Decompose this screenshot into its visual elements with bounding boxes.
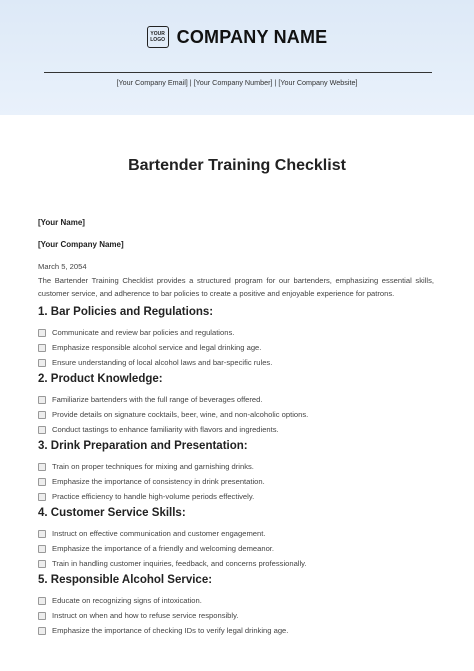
checklist-item-label: Familiarize bartenders with the full range of beverages offered. <box>52 395 263 404</box>
checkbox[interactable] <box>38 560 46 568</box>
checklist-item[interactable] <box>38 623 434 638</box>
section-heading: 3. Drink Preparation and Presentation: <box>38 440 248 452</box>
checkbox[interactable] <box>38 627 46 635</box>
checklist-section <box>38 573 434 638</box>
checkbox[interactable] <box>38 478 46 486</box>
document-header <box>0 0 474 115</box>
checklist-section <box>38 305 434 370</box>
checklist-item-label: Communicate and review bar policies and regulations. <box>52 328 235 337</box>
section-heading: 1. Bar Policies and Regulations: <box>38 306 214 318</box>
checklist-item[interactable] <box>38 355 434 370</box>
header-divider <box>44 72 432 73</box>
checklist-section <box>38 372 434 437</box>
checklist-item-label: Train on proper techniques for mixing and garnishing drinks. <box>52 462 254 471</box>
checklist-item-label: Emphasize responsible alcohol service and legal drinking age. <box>52 343 262 352</box>
checklist-item[interactable] <box>38 608 434 623</box>
checkbox[interactable] <box>38 493 46 501</box>
document-title: Bartender Training Checklist <box>128 157 346 174</box>
checklist-item[interactable] <box>38 541 434 556</box>
checkbox[interactable] <box>38 530 46 538</box>
checkbox[interactable] <box>38 597 46 605</box>
checkbox[interactable] <box>38 426 46 434</box>
checklist-item-label: Train in handling customer inquiries, feedback, and concerns professionally. <box>52 559 307 568</box>
checkbox[interactable] <box>38 359 46 367</box>
checklist-item[interactable] <box>38 422 434 437</box>
checkbox[interactable] <box>38 612 46 620</box>
checklist-item-label: Emphasize the importance of a friendly and welcoming demeanor. <box>52 544 275 553</box>
intro-paragraph: The Bartender Training Checklist provides a structured program for our bartenders, emphasizing essential skills, customer service, and adherence to bar policies to create a positive and enjoyable experience for patrons. <box>38 276 434 298</box>
checklist-item[interactable] <box>38 325 434 340</box>
checklist-item-label: Ensure understanding of local alcohol laws and bar-specific rules. <box>52 358 273 367</box>
logo-placeholder: YOUR LOGO <box>147 26 169 48</box>
checkbox[interactable] <box>38 396 46 404</box>
checkbox[interactable] <box>38 344 46 352</box>
checklist-item-label: Instruct on when and how to refuse service responsibly. <box>52 611 239 620</box>
checklist-item[interactable] <box>38 489 434 504</box>
section-heading: 2. Product Knowledge: <box>38 373 163 385</box>
checklist-section <box>38 439 434 504</box>
checklist-item-label: Instruct on effective communication and customer engagement. <box>52 529 266 538</box>
checklist-item[interactable] <box>38 593 434 608</box>
checklist-section <box>38 506 434 571</box>
checklist-item[interactable] <box>38 526 434 541</box>
company-name: COMPANY NAME <box>176 26 328 47</box>
checkbox[interactable] <box>38 329 46 337</box>
checkbox[interactable] <box>38 411 46 419</box>
checklist-item-label: Emphasize the importance of consistency in drink presentation. <box>52 477 265 486</box>
checklist-item-label: Emphasize the importance of checking IDs to verify legal drinking age. <box>52 626 289 635</box>
checklist-item[interactable] <box>38 340 434 355</box>
section-heading: 4. Customer Service Skills: <box>38 507 186 519</box>
checkbox[interactable] <box>38 463 46 471</box>
checklist-item-label: Conduct tastings to enhance familiarity with flavors and ingredients. <box>52 425 279 434</box>
checklist-item[interactable] <box>38 474 434 489</box>
checklist-item[interactable] <box>38 392 434 407</box>
checklist-item[interactable] <box>38 407 434 422</box>
your-name-field: [Your Name] <box>38 218 85 227</box>
checklist-item[interactable] <box>38 459 434 474</box>
checklist-item-label: Provide details on signature cocktails, beer, wine, and non-alcoholic options. <box>52 410 309 419</box>
document-body <box>38 218 434 638</box>
company-name-field: [Your Company Name] <box>38 240 124 249</box>
document-date: March 5, 2054 <box>38 262 87 271</box>
logo-row <box>0 26 474 48</box>
checklist-item-label: Practice efficiency to handle high-volume periods effectively. <box>52 492 255 501</box>
company-contact: [Your Company Email] | [Your Company Number] | [Your Company Website] <box>116 78 358 87</box>
section-heading: 5. Responsible Alcohol Service: <box>38 574 213 586</box>
checklist-item[interactable] <box>38 556 434 571</box>
checklist-item-label: Educate on recognizing signs of intoxication. <box>52 596 202 605</box>
checkbox[interactable] <box>38 545 46 553</box>
